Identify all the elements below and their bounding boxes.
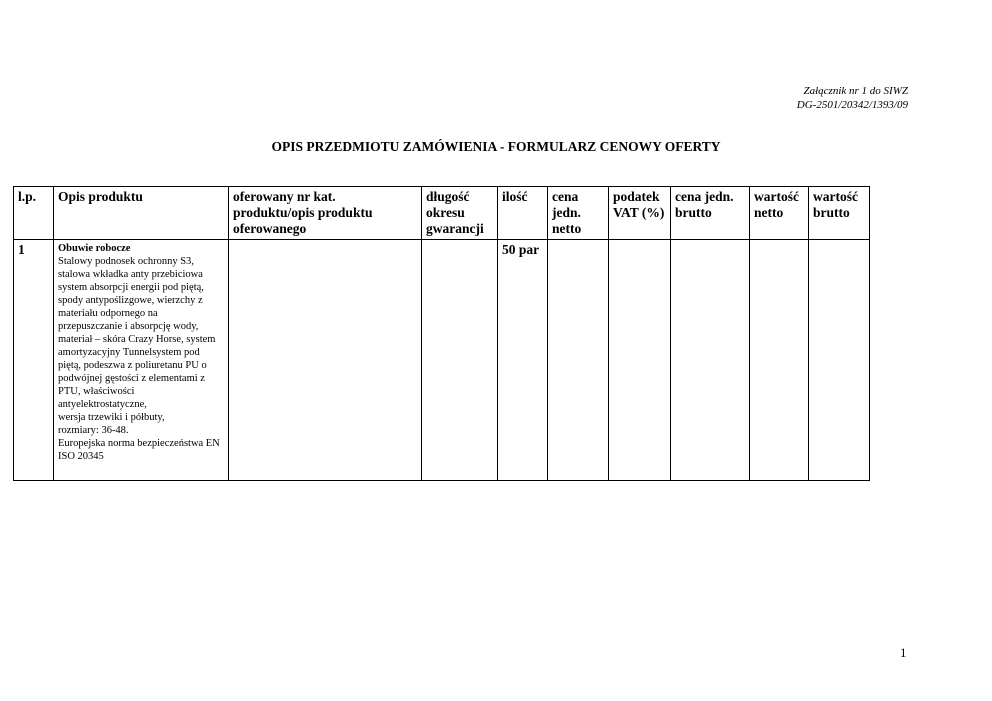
header-row (14, 187, 870, 240)
header-offered-product: oferowany nr kat. produktu/opis produktu oferowanego (229, 187, 422, 240)
attachment-label: Załącznik nr 1 do SIWZ (803, 85, 908, 97)
header-warranty: długość okresu gwarancji (422, 187, 498, 240)
header-value-net: wartość netto (750, 187, 809, 240)
header-unit-price-gross: cena jedn. brutto (671, 187, 750, 240)
warranty-cell[interactable] (422, 240, 498, 481)
product-description-text: Stalowy podnosek ochronny S3, stalowa wkładka anty przebiciowa system absorpcji energii pod piętą, spody antypoślizgowe, wierzchy z materiału odpornego na przepuszczanie i absorpcję wody, materiał – skóra Crazy Horse, system amortyzacyjny Tunnelsystem pod piętą, podeszwa z poliuretanu PU o podwójnej gęstości z elementami z PTU, właściwości antyelektrostatyczne, (58, 256, 216, 410)
case-number: DG-2501/20342/1393/09 (796, 99, 908, 111)
header-lp: l.p. (14, 187, 54, 240)
vat-cell[interactable] (609, 240, 671, 481)
document-title: OPIS PRZEDMIOTU ZAMÓWIENIA - FORMULARZ CENOWY OFERTY (271, 139, 721, 154)
header-product-description: Opis produktu (54, 187, 229, 240)
product-description-cell (54, 240, 229, 481)
unit-price-net-cell[interactable] (548, 240, 609, 481)
product-norm: Europejska norma bezpieczeństwa EN ISO 20345 (58, 438, 220, 462)
header-value-gross: wartość brutto (809, 187, 870, 240)
page-number: 1 (900, 645, 907, 660)
quantity-cell: 50 par (498, 240, 548, 481)
value-gross-cell[interactable] (809, 240, 870, 481)
value-net-cell[interactable] (750, 240, 809, 481)
product-name: Obuwie robocze (58, 243, 131, 254)
offered-product-cell[interactable] (229, 240, 422, 481)
product-sizes: rozmiary: 36-48. (58, 425, 129, 436)
header-quantity: ilość (498, 187, 548, 240)
price-form-table (13, 186, 870, 481)
header-unit-price-net: cena jedn. netto (548, 187, 609, 240)
header-vat: podatek VAT (%) (609, 187, 671, 240)
table-row (14, 240, 870, 481)
unit-price-gross-cell[interactable] (671, 240, 750, 481)
row-lp: 1 (14, 240, 54, 481)
product-version: wersja trzewiki i półbuty, (58, 412, 165, 423)
attachment-reference (797, 84, 908, 112)
